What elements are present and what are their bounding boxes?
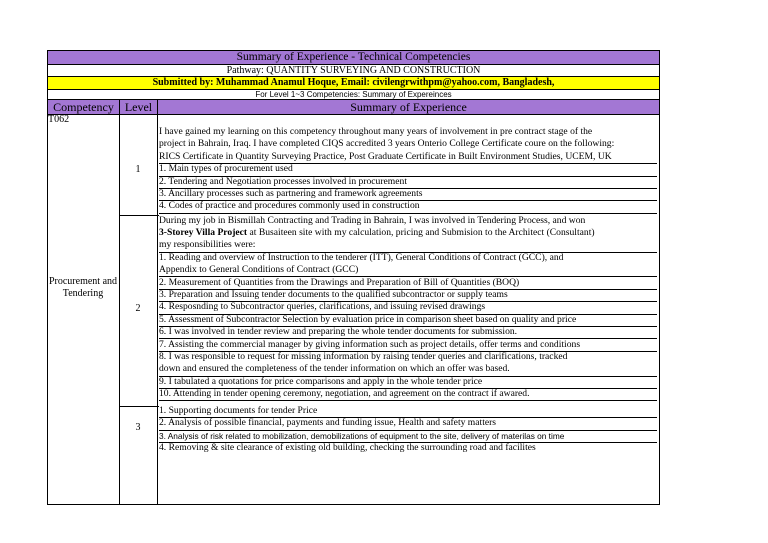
project-detail: at Busaiteen site with my calculation, pricing and Submision to the Architect (Consultant) — [249, 226, 595, 238]
level1-line: 4. Codes of practice and procedures commonly used in construction — [159, 200, 657, 213]
level2-line: Appendix to General Conditions of Contract (GCC) — [159, 264, 657, 277]
level2-line: 8. I was responsible to request for missing information by raising tender queries and clarifications, tracked — [159, 350, 568, 362]
pathway-line: Pathway: QUANTITY SURVEYING AND CONSTRUCTION — [47, 64, 660, 76]
level3-line: 1. Supporting documents for tender Price — [159, 405, 657, 418]
level-number-1: 1 — [135, 164, 141, 175]
level2-line: 6. I was involved in tender review and preparing the whole tender documents for submission. — [159, 326, 657, 339]
level1-line: project in Bahrain, Iraq. I have completed CIQS accredited 3 years Onterio College Certificate coure on the following: — [159, 138, 615, 150]
level1-line: RICS Certificate in Quantity Surveying Practice, Post Graduate Certificate in Built Environment Studies, UCEM, UK — [159, 151, 657, 164]
level3-line: 4. Removing & site clearance of existing old building, checking the surrounding road and facilites — [159, 442, 536, 454]
level2-line: 1. Reading and overview of Instruction to the tenderer (ITT), General Conditions of Contract (GCC), and — [159, 251, 564, 263]
level3-line: 3. Analysis of risk related to mobilization, demobilizations of equipment to the site, delivery of materilas on time — [159, 430, 657, 443]
level2-line: During my job in Bismillah Contracting and Trading in Bahrain, I was involved in Tendering Process, and won — [159, 214, 586, 226]
competency-name: Procurement and Tendering — [48, 276, 118, 299]
level-divider-2 — [119, 406, 159, 407]
column-header-summary: Summary of Experience — [157, 99, 660, 115]
for-level-note: For Level 1~3 Competencies: Summary of Expereinces — [47, 89, 660, 99]
level1-line: I have gained my learning on this competency throughout many years of involvement in pre contract stage of the — [159, 126, 593, 137]
column-header-level: Level — [119, 99, 158, 115]
level2-line: 10. Attending in tender opening ceremony, negotiation, and agreement on the contract if awared. — [159, 388, 657, 401]
level-number-3: 3 — [135, 422, 141, 433]
level2-line: my responsibilities were: — [159, 239, 657, 252]
level2-line: 2. Measurement of Quantities from the Drawings and Preparation of Bill of Quantities (BOQ) — [159, 277, 657, 290]
level2-line: 7. Assisting the commercial manager by giving information such as project details, offer terms and conditions — [159, 339, 657, 352]
level3-line: 2. Analysis of possible financial, payments and funding issue, Health and safety matters — [159, 417, 657, 430]
level-divider-1 — [119, 215, 159, 216]
level1-line: 1. Main types of procurement used — [159, 163, 657, 176]
level2-line — [159, 227, 657, 239]
level2-line: 9. I tabulated a quotations for price comparisons and apply in the whole tender price — [159, 376, 657, 389]
level2-line: 4. Resposnding to Subcontractor queries, clarifications, and issuing revised drawings — [159, 301, 657, 314]
table-left-border — [47, 115, 48, 505]
table-bottom-border — [47, 504, 660, 505]
level2-line: down and ensured the completeness of the tender information on which an offer was based. — [159, 363, 657, 376]
table-right-border — [659, 115, 660, 505]
level1-line: 3. Ancillary processes such as partnering and framework agreements — [159, 188, 657, 201]
column-header-competency: Competency — [47, 99, 120, 115]
sheet-title: Summary of Experience - Technical Competencies — [47, 50, 660, 64]
competency-unit-id: T062 — [48, 114, 70, 125]
level2-line: 3. Preparation and Issuing tender documents to the qualified subcontractor or supply teams — [159, 289, 657, 302]
level-number-2: 2 — [135, 303, 141, 314]
column-divider-level — [157, 115, 158, 505]
submitted-by-line: Submitted by: Muhammad Anamul Hoque, Email: civilengrwithpm@yahoo.com, Bangladesh, — [47, 76, 660, 89]
level1-line: 2. Tendering and Negotiation processes involved in procurement — [159, 176, 657, 189]
level2-line: 5. Assessment of Subcontractor Selection by evaluation price in comparison sheet based on quality and price — [159, 314, 657, 327]
project-name: 3-Storey Villa Project — [159, 226, 248, 238]
